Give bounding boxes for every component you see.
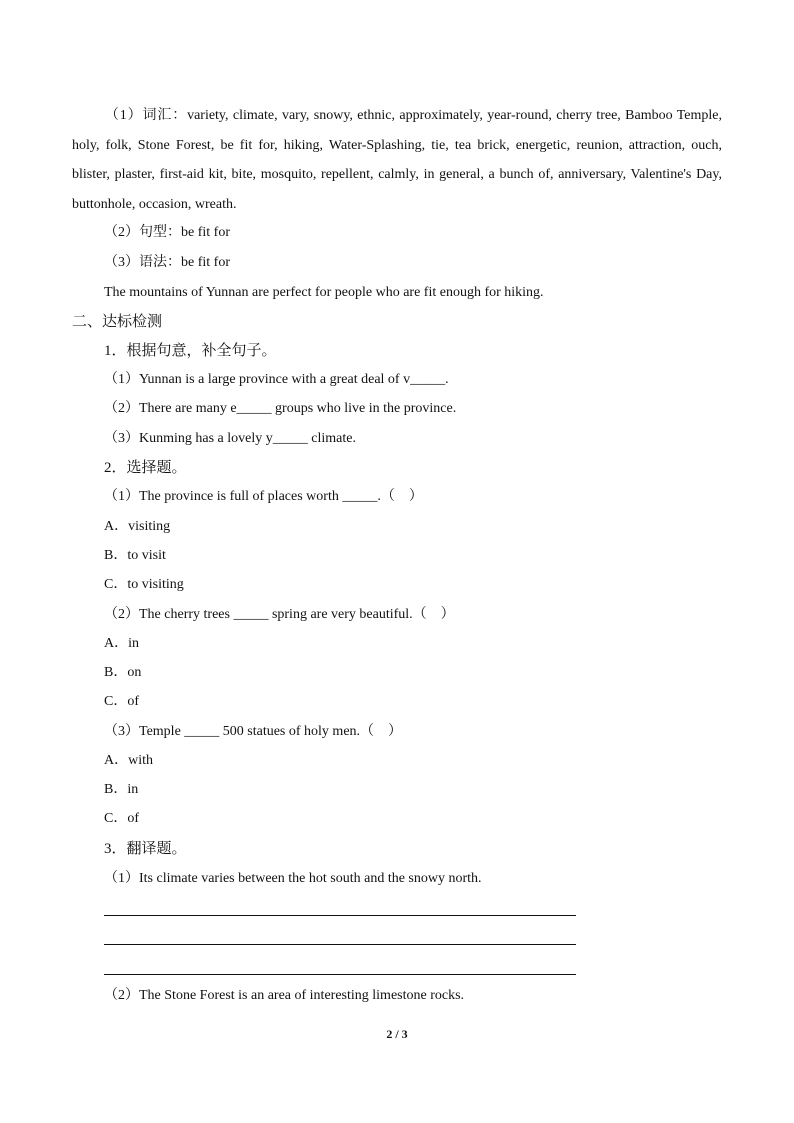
q3-title: 3．翻译题。: [104, 841, 187, 857]
sentence-pattern-line: [104, 224, 230, 242]
q2-item-2-option-a: A．in: [104, 636, 139, 651]
vocabulary-label: （1）词汇：: [104, 108, 188, 123]
q1-title: 1．根据句意，补全句子。: [104, 343, 277, 359]
q2-item-3-option-a: A．with: [104, 753, 153, 768]
q2-item-2-option-b: B．on: [104, 665, 142, 680]
section-title: 二、达标检测: [72, 314, 163, 330]
sentence-pattern-label: （2）句型：: [104, 225, 181, 240]
grammar-line: [104, 254, 230, 272]
q2-title: 2．选择题。: [104, 460, 187, 476]
page-number: 2 / 3: [386, 1027, 408, 1041]
answer-line-3: [104, 974, 576, 975]
q2-item-3-option-b: B．in: [104, 782, 139, 797]
q2-item-1-stem: （1）The province is full of places worth _____.（ ）: [104, 489, 423, 504]
vocabulary-text: variety, climate, vary, snowy, ethnic, approximately, year-round, cherry tree, Bamboo Temple, holy, folk, Stone Forest, be fit for, hiking, Water-Splashing, tie, tea brick, energetic, reunion, attraction, ouch, blister, plaster, first-aid kit, bite, mosquito, repellent, calmly, in general, a bunch of, anniversary, Valentine's Day, buttonhole, occasion, wreath.: [72, 108, 722, 213]
sentence-pattern-text: be fit for: [181, 225, 230, 240]
q2-item-1-option-b: B．to visit: [104, 548, 166, 563]
q3-item-2: （2）The Stone Forest is an area of interesting limestone rocks.: [104, 988, 465, 1003]
vocabulary-paragraph: [72, 101, 722, 220]
answer-line-1: [104, 915, 576, 916]
q3-item-1: （1）Its climate varies between the hot south and the snowy north.: [104, 871, 482, 886]
q1-item-2: （2）There are many e_____ groups who live in the province.: [104, 401, 457, 416]
answer-line-2: [104, 944, 576, 945]
q1-item-3: （3）Kunming has a lovely y_____ climate.: [104, 431, 356, 446]
q2-item-2-option-c: C．of: [104, 694, 139, 709]
q1-item-1: （1）Yunnan is a large province with a great deal of v_____.: [104, 372, 449, 387]
q2-item-3-stem: （3）Temple _____ 500 statues of holy men.（ ）: [104, 724, 403, 739]
grammar-example: The mountains of Yunnan are perfect for people who are fit enough for hiking.: [104, 285, 544, 300]
grammar-label: （3）语法：: [104, 255, 181, 270]
q2-item-1-option-a: A．visiting: [104, 519, 171, 534]
q2-item-2-stem: （2）The cherry trees _____ spring are very beautiful.（ ）: [104, 607, 455, 622]
q2-item-1-option-c: C．to visiting: [104, 577, 184, 592]
q2-item-3-option-c: C．of: [104, 811, 139, 826]
grammar-text: be fit for: [181, 255, 230, 270]
